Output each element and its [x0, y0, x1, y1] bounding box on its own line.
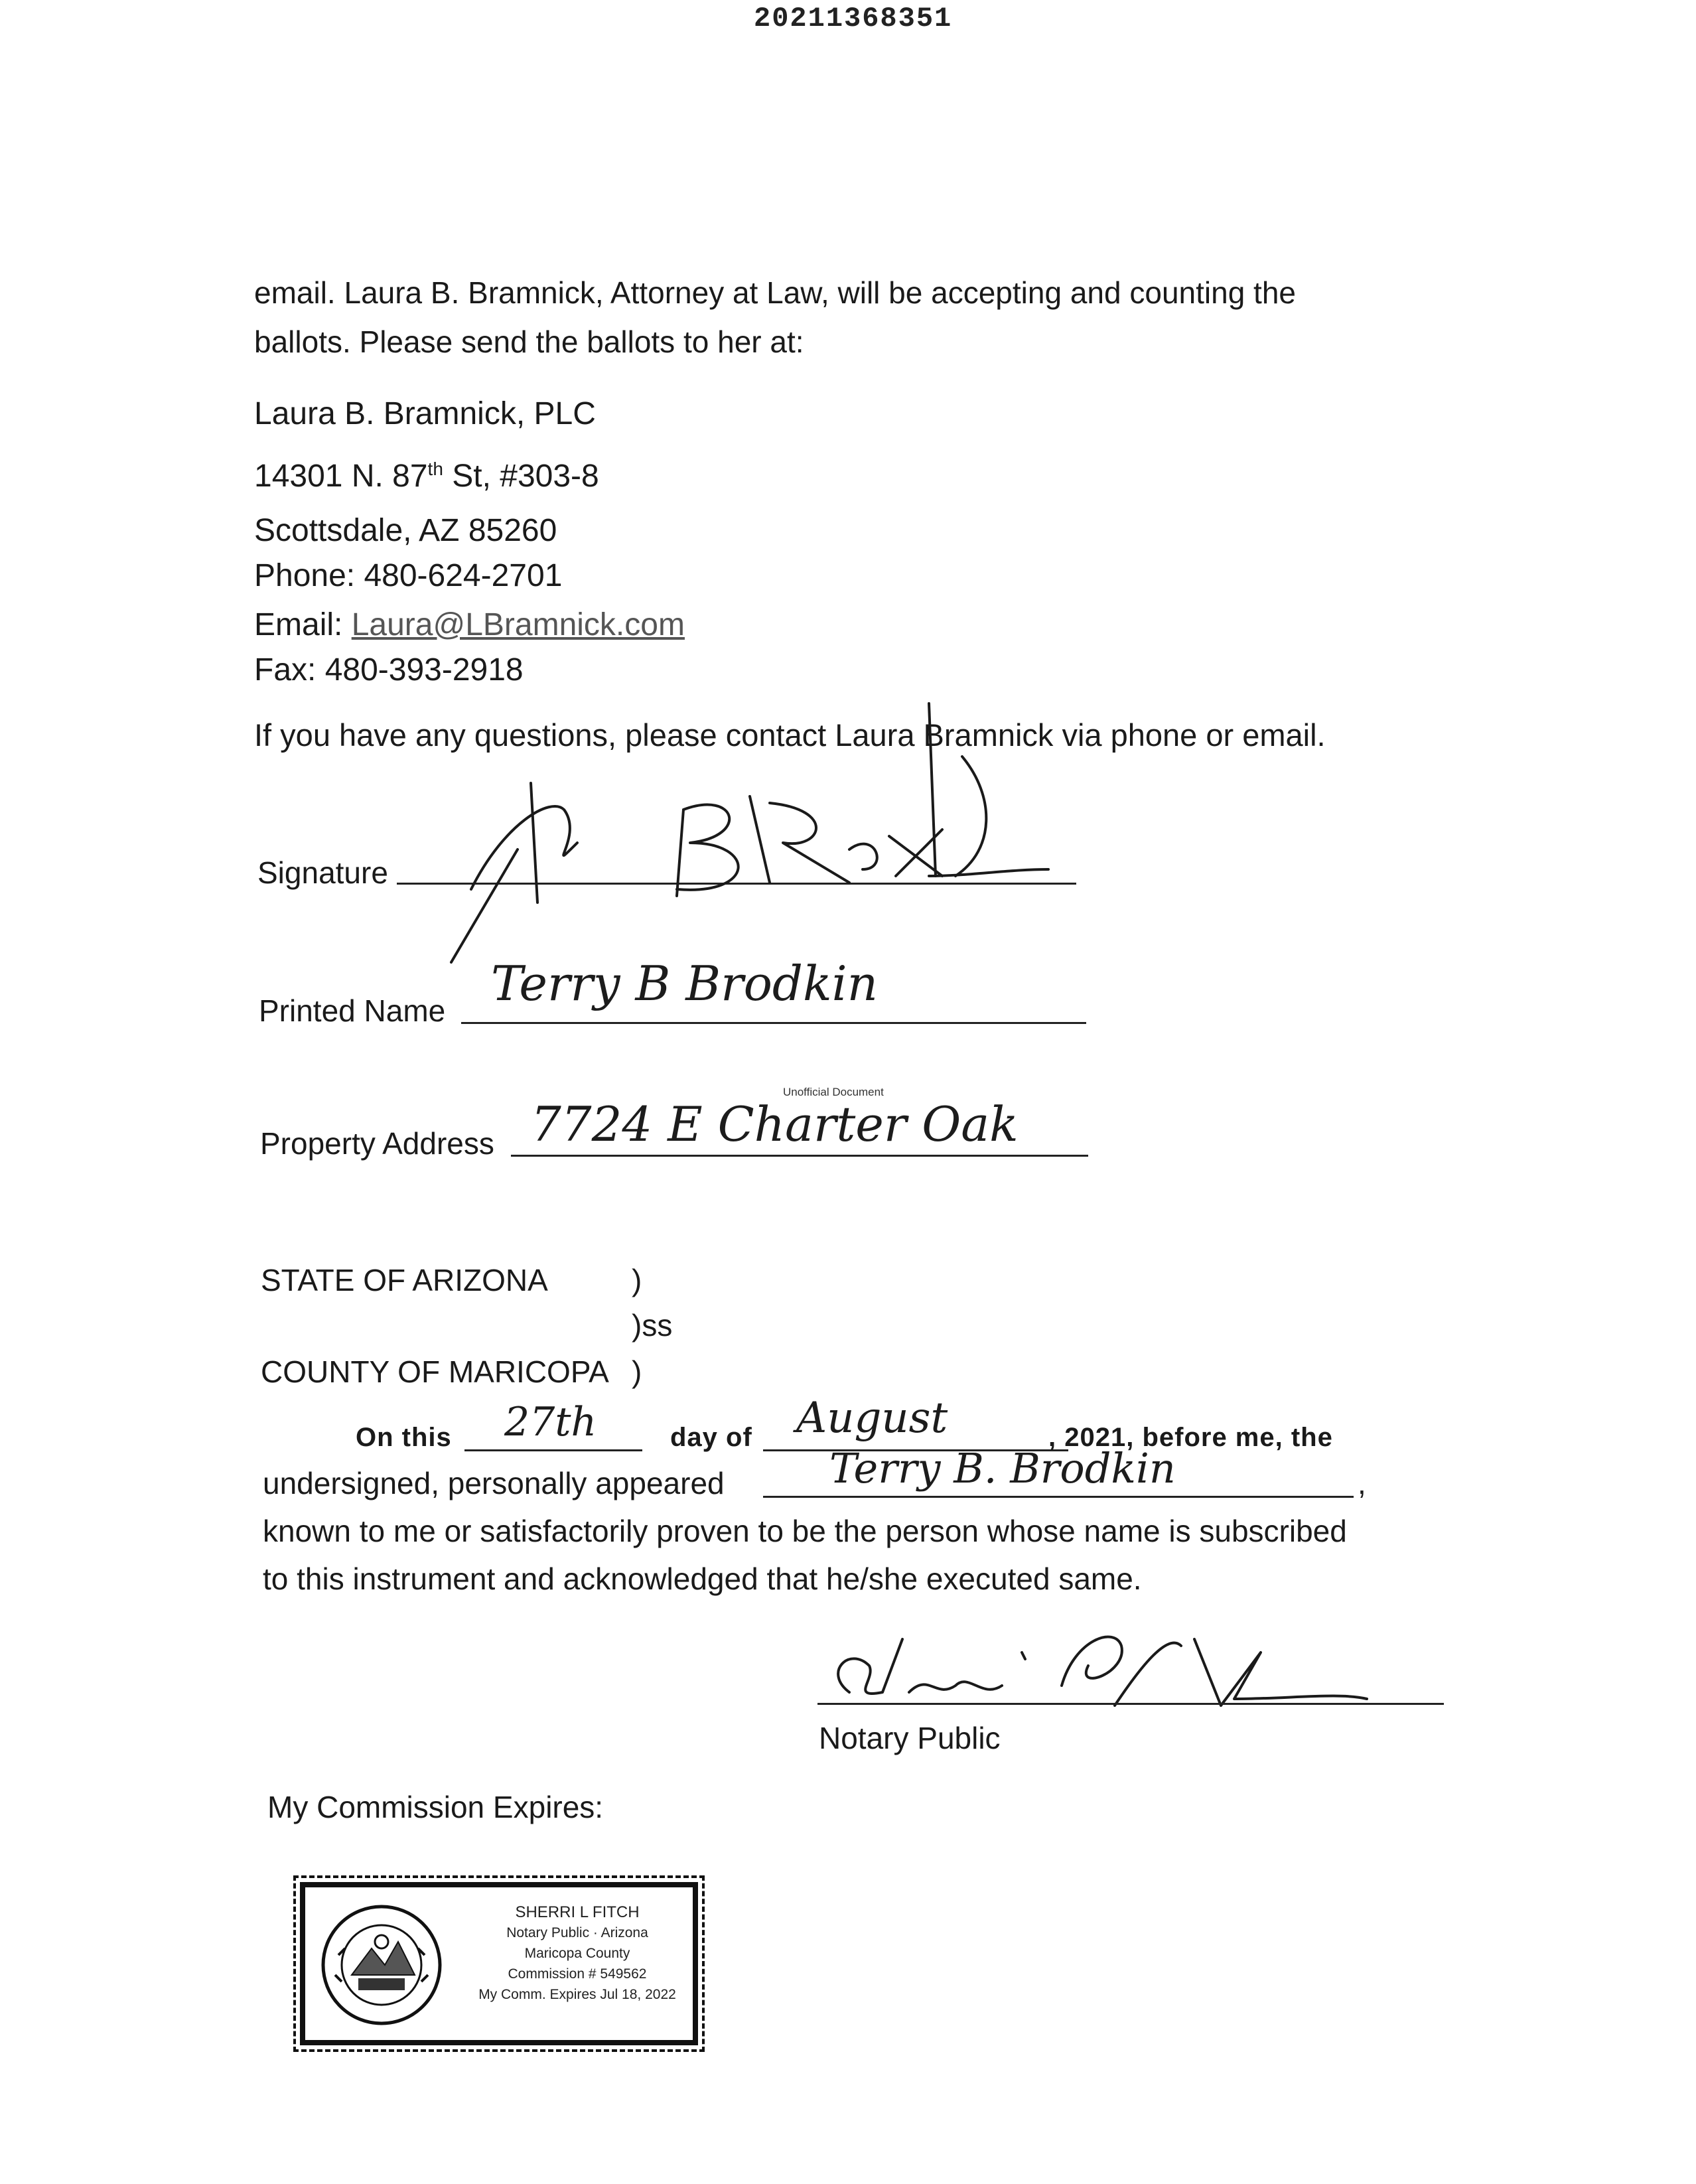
appeared-handwritten: Terry B. Brodkin: [829, 1444, 1176, 1492]
commission-expires-label: My Commission Expires:: [267, 1790, 604, 1824]
city-line: Scottsdale, AZ 85260: [254, 513, 557, 548]
street-number: 14301 N. 87: [254, 459, 428, 494]
great-seal-of-arizona-icon: [318, 1902, 445, 2028]
venue-ss: )ss: [632, 1308, 673, 1343]
printed-name-label: Printed Name: [259, 993, 446, 1028]
printed-name-handwritten: Terry B Brodkin: [491, 956, 879, 1011]
street-address: [254, 458, 599, 494]
venue-paren-1: ): [632, 1263, 642, 1297]
month-handwritten: August: [796, 1394, 948, 1443]
phone-line: Phone: 480-624-2701: [254, 558, 563, 593]
notary-signature-scrawl-icon: [823, 1593, 1420, 1719]
stamp-line-3: Maricopa County: [524, 1946, 630, 1961]
property-address-rule: [511, 1155, 1088, 1157]
ack-day-of: day of: [670, 1423, 752, 1452]
email-link[interactable]: Laura@LBramnick.com: [351, 607, 685, 642]
signature-scrawl-icon: [425, 677, 1075, 982]
venue-paren-2: ): [632, 1354, 642, 1389]
email-label: Email:: [254, 607, 352, 642]
property-address-handwritten: 7724 E Charter Oak: [531, 1096, 1019, 1152]
ack-line-2-end: ,: [1358, 1466, 1366, 1500]
day-rule: [464, 1449, 642, 1451]
intro-line-1: email. Laura B. Bramnick, Attorney at Law, will be accepting and counting the: [254, 275, 1296, 310]
fax-line: Fax: 480-393-2918: [254, 652, 524, 688]
stamp-line-4: Commission # 549562: [508, 1966, 647, 1982]
ack-on-this: On this: [356, 1423, 452, 1452]
notary-stamp: [300, 1882, 698, 2045]
ack-line-4: to this instrument and acknowledged that he/she executed same.: [263, 1562, 1142, 1596]
stamp-notary-name: SHERRI L FITCH: [515, 1903, 640, 1921]
firm-name: Laura B. Bramnick, PLC: [254, 396, 596, 431]
venue-state: STATE OF ARIZONA: [261, 1263, 548, 1297]
document-number: 20211368351: [754, 3, 953, 35]
property-address-label: Property Address: [260, 1126, 494, 1161]
ack-line-3: known to me or satisfactorily proven to be the person whose name is subscribed: [263, 1514, 1347, 1548]
stamp-text-block: [464, 1902, 690, 2005]
day-handwritten: 27th: [504, 1399, 597, 1445]
stamp-line-2: Notary Public · Arizona: [506, 1925, 648, 1940]
intro-line-2: ballots. Please send the ballots to her at:: [254, 325, 804, 359]
unofficial-watermark: Unofficial Document: [783, 1086, 884, 1098]
questions-line: If you have any questions, please contact Laura Bramnick via phone or email.: [254, 717, 1326, 753]
venue-county: COUNTY OF MARICOPA: [261, 1354, 609, 1389]
appeared-rule: [763, 1496, 1354, 1498]
ack-line-2: undersigned, personally appeared: [263, 1466, 725, 1500]
printed-name-rule: [461, 1022, 1086, 1024]
email-line: [254, 607, 685, 643]
notary-signature-rule: [817, 1703, 1444, 1705]
signature-label: Signature: [257, 855, 388, 890]
street-rest: St, #303-8: [443, 459, 599, 494]
ack-year-text: , 2021, before me, the: [1048, 1423, 1333, 1452]
stamp-line-5: My Comm. Expires Jul 18, 2022: [478, 1987, 676, 2002]
notary-public-label: Notary Public: [819, 1721, 1001, 1755]
street-suffix: th: [427, 459, 443, 479]
